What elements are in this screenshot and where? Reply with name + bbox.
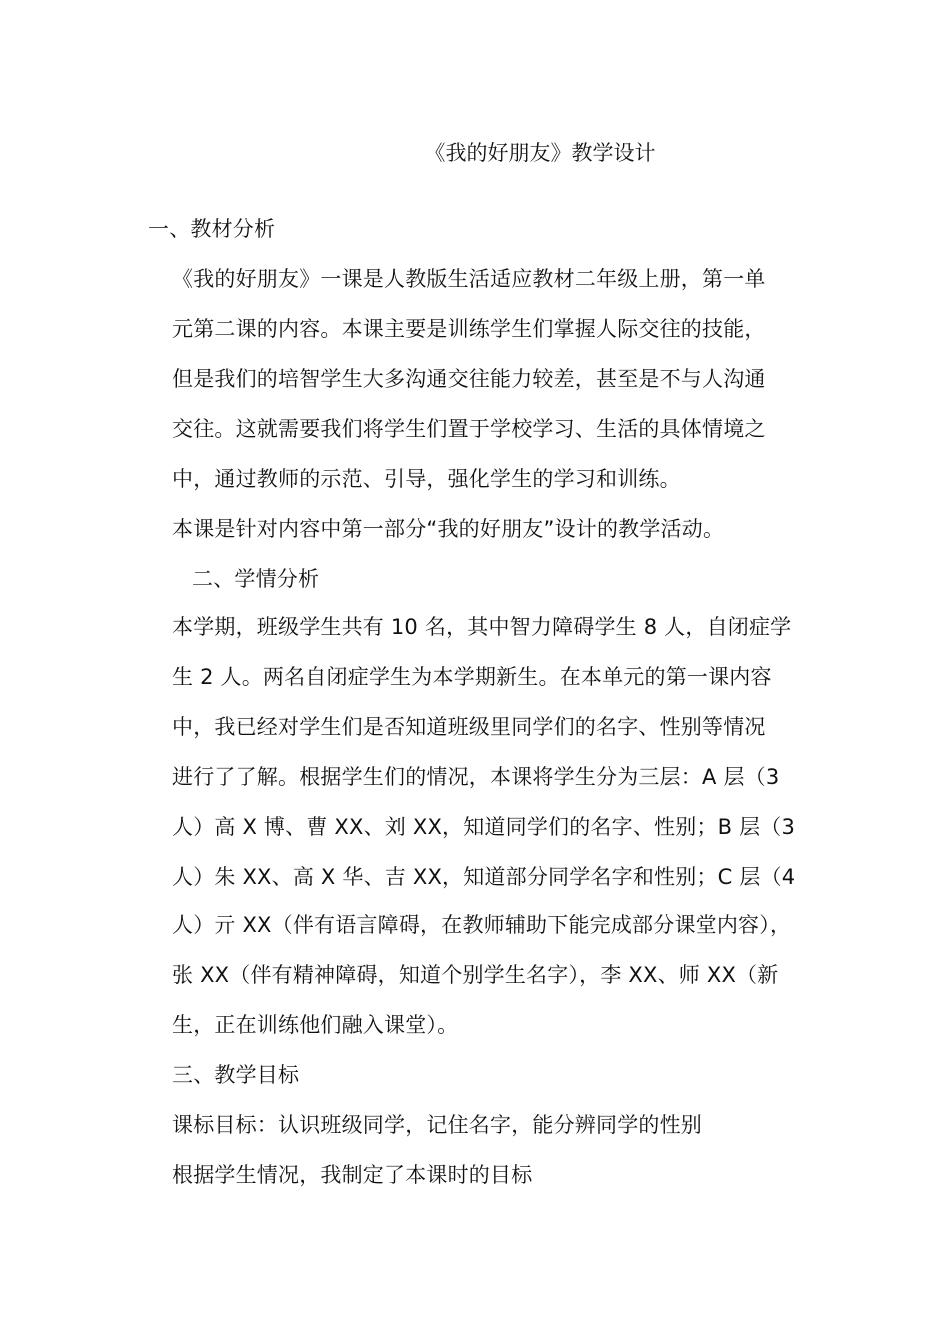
paragraph-line: 中，通过教师的示范、引导，强化学生的学习和训练。 xyxy=(172,467,681,491)
section-heading-2: 二、学情分析 xyxy=(192,567,320,591)
paragraph-line: 元第二课的内容。本课主要是训练学生们掌握人际交往的技能， xyxy=(172,317,766,341)
document-title: 《我的好朋友》教学设计 xyxy=(424,141,656,165)
paragraph-line: 人）亓 XX（伴有语言障碍，在教师辅助下能完成部分课堂内容）， xyxy=(172,913,792,937)
paragraph-line: 本学期，班级学生共有 10 名，其中智力障碍学生 8 人，自闭症学 xyxy=(172,615,792,639)
paragraph-line: 根据学生情况，我制定了本课时的目标 xyxy=(172,1163,533,1187)
paragraph-line: 但是我们的培智学生大多沟通交往能力较差，甚至是不与人沟通 xyxy=(172,367,766,391)
section-heading-3: 三、教学目标 xyxy=(172,1063,300,1087)
section-heading-1: 一、教材分析 xyxy=(148,217,276,241)
paragraph-line: 本课是针对内容中第一部分“我的好朋友”设计的教学活动。 xyxy=(172,517,725,541)
paragraph-line: 生 2 人。两名自闭症学生为本学期新生。在本单元的第一课内容 xyxy=(172,665,772,689)
paragraph-line: 人）朱 XX、高 X 华、吉 XX，知道部分同学名字和性别；C 层（4 xyxy=(172,865,796,889)
paragraph-line: 课标目标：认识班级同学，记住名字，能分辨同学的性别 xyxy=(172,1113,702,1137)
paragraph-line: 交往。这就需要我们将学生们置于学校学习、生活的具体情境之 xyxy=(172,417,766,441)
paragraph-line: 进行了了解。根据学生们的情况，本课将学生分为三层：A 层（3 xyxy=(172,765,780,789)
paragraph-line: 中，我已经对学生们是否知道班级里同学们的名字、性别等情况 xyxy=(172,715,766,739)
paragraph-line: 人）高 X 博、曹 XX、刘 XX，知道同学们的名字、性别；B 层（3 xyxy=(172,815,796,839)
paragraph-line: 张 XX（伴有精神障碍，知道个别学生名字），李 XX、师 XX（新 xyxy=(172,963,779,987)
paragraph-line: 生，正在训练他们融入课堂）。 xyxy=(172,1013,459,1037)
paragraph-line: 《我的好朋友》一课是人教版生活适应教材二年级上册，第一单 xyxy=(172,267,766,291)
